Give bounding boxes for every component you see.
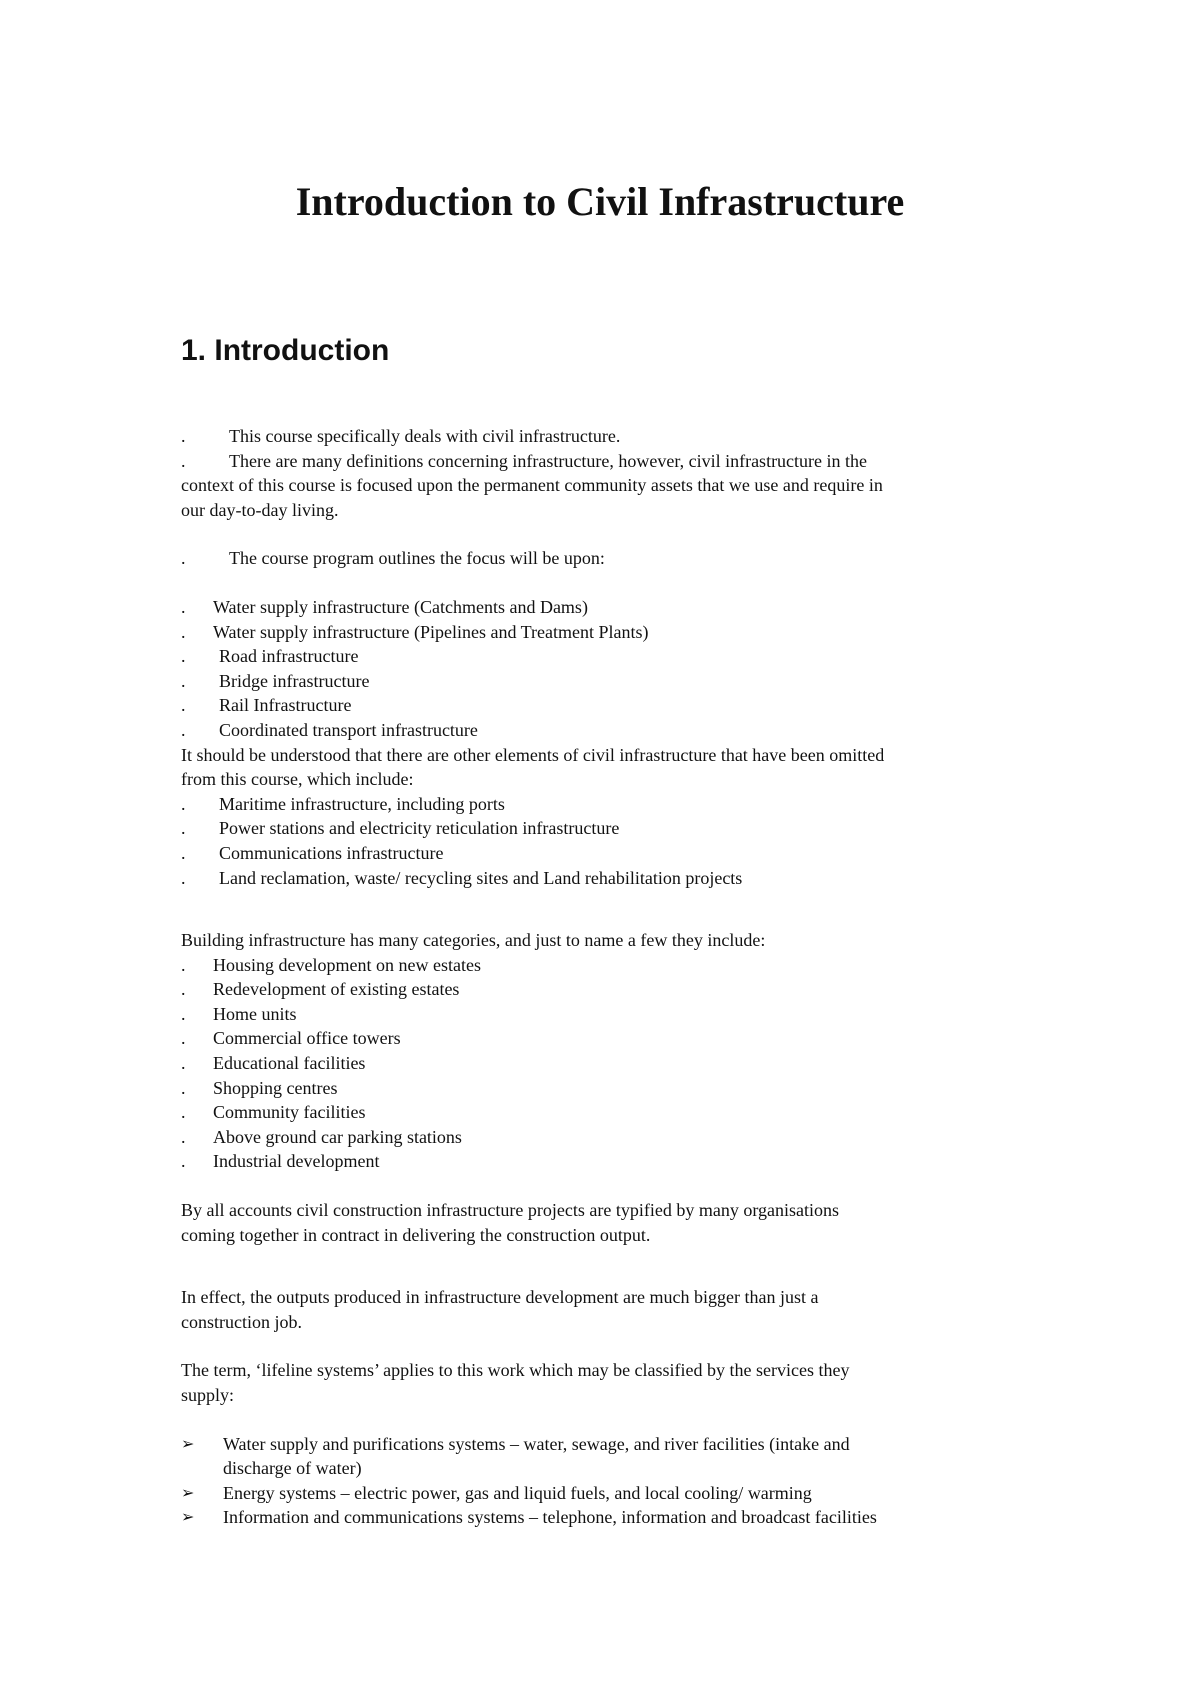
- list-item-text: Redevelopment of existing estates: [213, 979, 460, 1000]
- list-item-text: Energy systems – electric power, gas and liquid fuels, and local cooling/ warming: [223, 1482, 812, 1503]
- program-intro-text: The course program outlines the focus will be upon:: [229, 548, 605, 569]
- bullet: .: [181, 818, 186, 839]
- list-item-text: Bridge infrastructure: [219, 670, 370, 691]
- bullet: .: [181, 621, 186, 642]
- list-item: [181, 792, 1031, 817]
- list-item-text: Housing development on new estates: [213, 954, 481, 975]
- list-item-text: Communications infrastructure: [219, 842, 444, 863]
- list-item-text: Community facilities: [213, 1102, 366, 1123]
- document-body: [181, 424, 1031, 1530]
- section-heading: 1. Introduction: [181, 334, 390, 367]
- list-item-text: Educational facilities: [213, 1053, 366, 1074]
- bullet: .: [181, 670, 186, 691]
- list-item: [181, 644, 1031, 669]
- list-item: [181, 1026, 1031, 1051]
- bullet: .: [181, 793, 186, 814]
- document-title: Introduction to Civil Infrastructure: [295, 179, 905, 224]
- arrow-bullet-icon: ➢: [181, 1433, 195, 1453]
- bullet: .: [181, 979, 186, 1000]
- arrow-list-item: [181, 1481, 1031, 1506]
- list-item-text: Industrial development: [213, 1151, 380, 1172]
- program-intro: [181, 546, 1031, 571]
- body-line: The term, ‘lifeline systems’ applies to this work which may be classified by the services they: [181, 1360, 850, 1381]
- body-line: Building infrastructure has many categories, and just to name a few they include:: [181, 930, 766, 951]
- list-item: [181, 1051, 1031, 1076]
- list-item: [181, 1149, 1031, 1174]
- list-item-text: Commercial office towers: [213, 1028, 401, 1049]
- bullet: .: [181, 1151, 186, 1172]
- bullet: .: [181, 1053, 186, 1074]
- bullet: .: [181, 842, 186, 863]
- list-item: [181, 620, 1031, 645]
- body-line: supply:: [181, 1385, 235, 1405]
- list-item-text: Above ground car parking stations: [213, 1126, 462, 1147]
- bullet: .: [181, 1126, 186, 1147]
- bullet: .: [181, 426, 186, 446]
- list-item-text: Power stations and electricity reticulation infrastructure: [219, 818, 620, 839]
- list-item: [181, 866, 1031, 891]
- body-line: It should be understood that there are other elements of civil infrastructure that have been omitted: [181, 744, 885, 765]
- bullet: .: [181, 719, 186, 740]
- intro-point-text: This course specifically deals with civil infrastructure.: [229, 426, 621, 446]
- intro-point: [181, 449, 1031, 474]
- list-item-text: Road infrastructure: [219, 646, 359, 667]
- bullet: .: [181, 548, 186, 569]
- bullet: .: [181, 867, 186, 888]
- list-item: [181, 1076, 1031, 1101]
- list-item: [181, 1100, 1031, 1125]
- bullet: .: [181, 1028, 186, 1049]
- bullet: .: [181, 450, 186, 471]
- list-item: [181, 595, 1031, 620]
- list-item-text: discharge of water): [223, 1458, 362, 1479]
- list-item: [181, 693, 1031, 718]
- list-item: [181, 1002, 1031, 1027]
- bullet: .: [181, 1077, 186, 1098]
- list-item: [181, 669, 1031, 694]
- arrow-bullet-icon: ➢: [181, 1507, 195, 1527]
- list-item-text: Coordinated transport infrastructure: [219, 719, 478, 740]
- list-item-text: Water supply infrastructure (Catchments and Dams): [213, 596, 588, 617]
- body-line: coming together in contract in delivering the construction output.: [181, 1224, 651, 1245]
- list-item-text: Information and communications systems – telephone, information and broadcast facilities: [223, 1507, 877, 1528]
- bullet: .: [181, 596, 186, 617]
- list-item-text: Water supply infrastructure (Pipelines and Treatment Plants): [213, 621, 649, 642]
- bullet: .: [181, 646, 186, 667]
- arrow-list-item: [181, 1432, 1031, 1481]
- bullet: .: [181, 1003, 186, 1024]
- intro-point: [181, 424, 1031, 449]
- list-item-text: Home units: [213, 1003, 297, 1024]
- list-item-text: Shopping centres: [213, 1077, 338, 1098]
- bullet: .: [181, 1102, 186, 1123]
- body-line: from this course, which include:: [181, 769, 414, 790]
- list-item-text: Rail Infrastructure: [219, 695, 352, 716]
- list-item: [181, 718, 1031, 743]
- arrow-bullet-icon: ➢: [181, 1482, 195, 1502]
- bullet: .: [181, 954, 186, 975]
- arrow-list-item: [181, 1505, 1031, 1530]
- list-item-text: Water supply and purifications systems – water, sewage, and river facilities (intake and: [223, 1433, 850, 1454]
- list-item: [181, 953, 1031, 978]
- list-item-text: Maritime infrastructure, including ports: [219, 793, 505, 814]
- list-item-text: Land reclamation, waste/ recycling sites and Land rehabilitation projects: [219, 867, 743, 888]
- intro-point-text: There are many definitions concerning infrastructure, however, civil infrastructure in the: [229, 450, 868, 471]
- bullet: .: [181, 695, 186, 716]
- list-item: [181, 816, 1031, 841]
- list-item: [181, 841, 1031, 866]
- list-item: [181, 1125, 1031, 1150]
- body-line: By all accounts civil construction infrastructure projects are typified by many organisations: [181, 1200, 839, 1221]
- body-line: our day-to-day living.: [181, 499, 339, 520]
- body-line: In effect, the outputs produced in infrastructure development are much bigger than just a: [181, 1287, 819, 1308]
- body-line: construction job.: [181, 1311, 302, 1332]
- list-item: [181, 977, 1031, 1002]
- body-line: context of this course is focused upon the permanent community assets that we use and require in: [181, 475, 883, 496]
